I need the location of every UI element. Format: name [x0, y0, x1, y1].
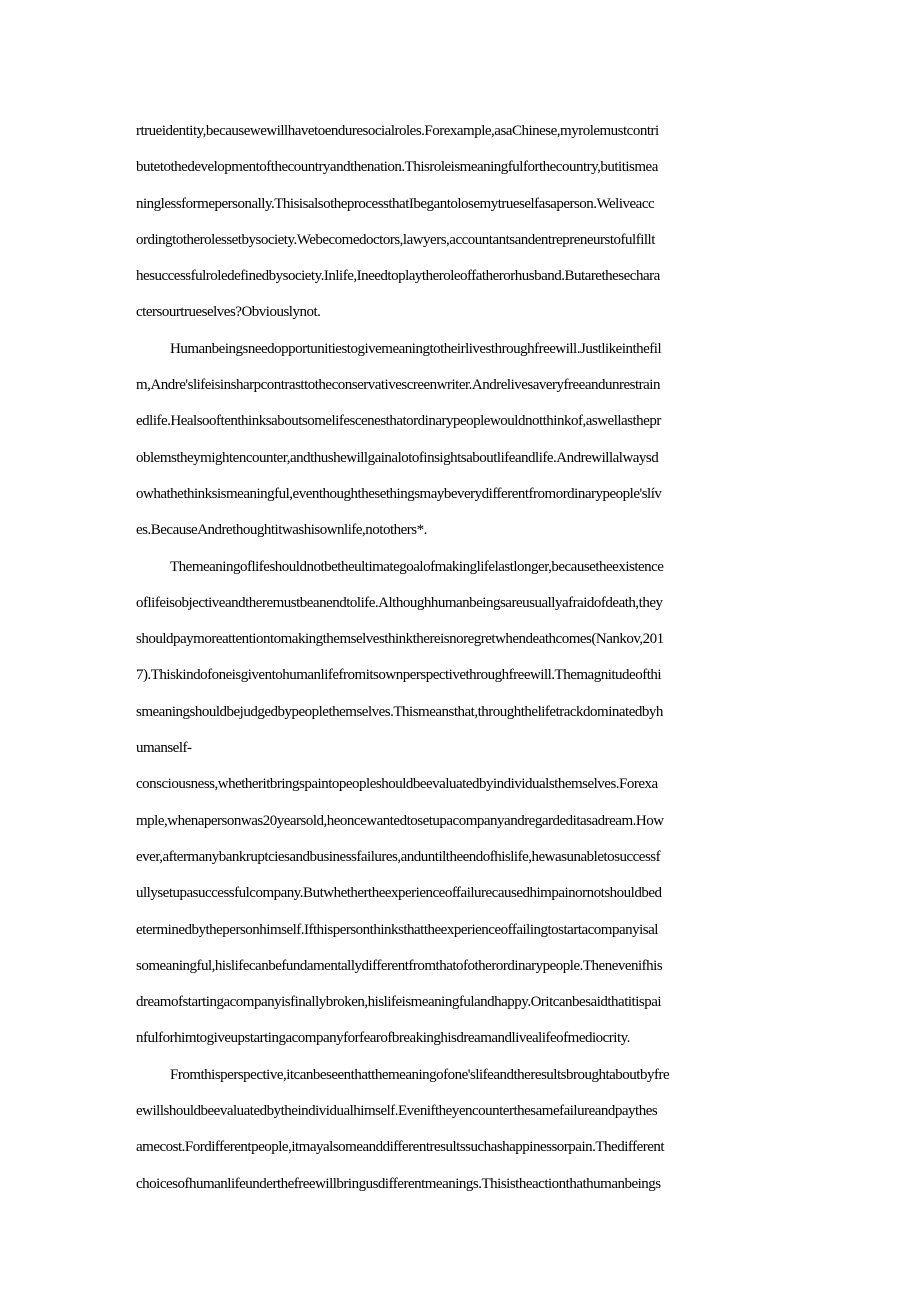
- text-line: amecost.Fordifferentpeople,itmayalsomeanddifferentresultssuchashappinessorpain.Thedifferent: [136, 1139, 665, 1156]
- text-line: owhathethinksismeaningful,eventhoughthesethingsmaybeverydifferentfromordinarypeople'slív: [136, 485, 662, 502]
- text-line: nfulforhimtogiveupstartingacompanyforfearofbreakinghisdreamandlivealifeofmediocrity.: [136, 1030, 630, 1047]
- text-line: ever,aftermanybankruptciesandbusinessfailures,anduntiltheendofhislife,hewasunabletosuccessf: [136, 848, 661, 865]
- text-line: dreamofstartingacompanyisfinallybroken,hislifeismeaningfulandhappy.Oritcanbesaidthatitispai: [136, 994, 662, 1011]
- text-line: oblemstheymightencounter,andthushewillgainalotofinsightsaboutlifeandlife.Andrewillalwaysd: [136, 449, 659, 466]
- paragraph-1: [136, 118, 788, 336]
- body-text: [136, 118, 788, 1207]
- paragraph-2: [136, 336, 788, 554]
- paragraph-4: [136, 1062, 788, 1207]
- paragraph-3: [136, 554, 788, 1062]
- text-line: Humanbeingsneedopportunitiestogivemeaningtotheirlivesthroughfreewill.Justlikeinthefil: [170, 340, 662, 357]
- text-line: edlife.Healsooftenthinksaboutsomelifescenesthatordinarypeoplewouldnotthinkof,aswellasthepr: [136, 413, 661, 430]
- text-line: someaningful,hislifecanbefundamentallydifferentfromthatofotherordinarypeople.Thenevenifhis: [136, 957, 663, 974]
- text-line: ordingtotherolessetbysociety.Webecomedoctors,lawyers,accountantsandentrepreneurstofulfillt: [136, 231, 655, 248]
- text-line: Fromthisperspective,itcanbeseenthatthemeaningofone'slifeandtheresultsbroughtaboutbyfre: [170, 1066, 670, 1083]
- text-line: 7).Thiskindofoneisgiventohumanlifefromitsownperspectivethroughfreewill.Themagnitudeofthi: [136, 667, 662, 684]
- text-line: choicesofhumanlifeunderthefreewillbringusdifferentmeanings.Thisistheactionthathumanbeings: [136, 1175, 661, 1192]
- text-line: smeaningshouldbejudgedbypeoplethemselves.Thismeansthat,throughthelifetrackdominatedbyh: [136, 703, 663, 720]
- text-line: shouldpaymoreattentiontomakingthemselvesthinkthereisnoregretwhendeathcomes(Nankov,201: [136, 631, 664, 648]
- text-line: ullysetupasuccessfulcompany.Butwhethertheexperienceoffailurecausedhimpainornotshouldbed: [136, 885, 662, 902]
- text-line: umanself-: [136, 740, 192, 757]
- text-line: m,Andre'slifeisinsharpcontrasttotheconservativescreenwriter.Andrelivesaveryfreeandunrestrain: [136, 377, 660, 394]
- text-line: consciousness,whetheritbringspaintopeopleshouldbeevaluatedbyindividualsthemselves.Forexa: [136, 776, 658, 793]
- text-line: Themeaningoflifeshouldnotbetheultimategoalofmakinglifelastlonger,becausetheexistence: [170, 558, 664, 575]
- text-line: es.BecauseAndrethoughtitwashisownlife,notothers*.: [136, 522, 427, 539]
- text-line: ewillshouldbeevaluatedbytheindividualhimself.Eveniftheyencounterthesamefailureandpaythes: [136, 1103, 658, 1120]
- text-line: hesuccessfulroledefinedbysociety.Inlife,Ineedtoplaytheroleoffatherorhusband.Butarethesechara: [136, 268, 660, 285]
- text-line: butetothedevelopmentofthecountryandthenation.Thisroleismeaningfulforthecountry,butitismea: [136, 159, 658, 176]
- text-line: eterminedbythepersonhimself.Ifthispersonthinksthattheexperienceoffailingtostartacompanyisal: [136, 921, 658, 938]
- text-line: ctersourtrueselves?Obviouslynot.: [136, 304, 321, 321]
- text-line: oflifeisobjectiveandtheremustbeanendtolife.Althoughhumanbeingsareusuallyafraidofdeath,they: [136, 594, 663, 611]
- text-line: ninglessformepersonally.ThisisalsotheprocessthatIbegantolosemytrueselfasaperson.Weliveacc: [136, 195, 655, 212]
- text-line: mple,whenapersonwas20yearsold,heoncewantedtosetupacompanyandregardeditasadream.How: [136, 812, 664, 829]
- text-line: rtrueidentity,becausewewillhavetoenduresocialroles.Forexample,asaChinese,myrolemustcontri: [136, 123, 659, 139]
